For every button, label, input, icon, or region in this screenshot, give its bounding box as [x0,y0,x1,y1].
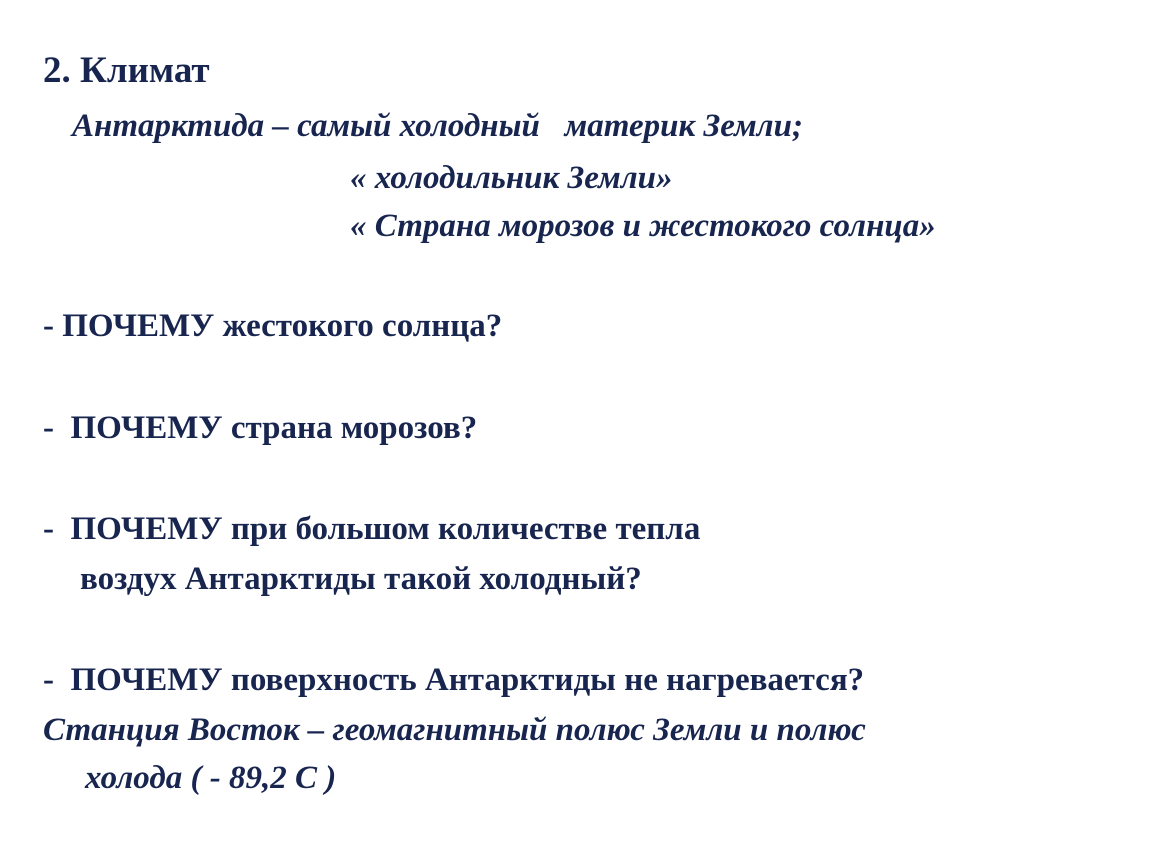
question-3-line-2: воздух Антарктиды такой холодный? [80,561,642,597]
station-line-1: Станция Восток – геомагнитный полюс Земли и полюс [43,712,866,748]
question-1: - ПОЧЕМУ жестокого солнца? [43,308,503,344]
slide-title: 2. Климат [43,50,210,91]
subtitle-line-1: Антарктида – самый холодный материк Земли; [72,108,803,144]
station-line-2: холода ( - 89,2 С ) [85,760,337,796]
subtitle-line-3: « Страна морозов и жестокого солнца» [350,208,936,244]
subtitle-line-2: « холодильник Земли» [350,160,673,196]
question-3-line-1: - ПОЧЕМУ при большом количестве тепла [43,511,701,547]
question-4: - ПОЧЕМУ поверхность Антарктиды не нагревается? [43,662,865,698]
question-2: - ПОЧЕМУ страна морозов? [43,410,478,446]
